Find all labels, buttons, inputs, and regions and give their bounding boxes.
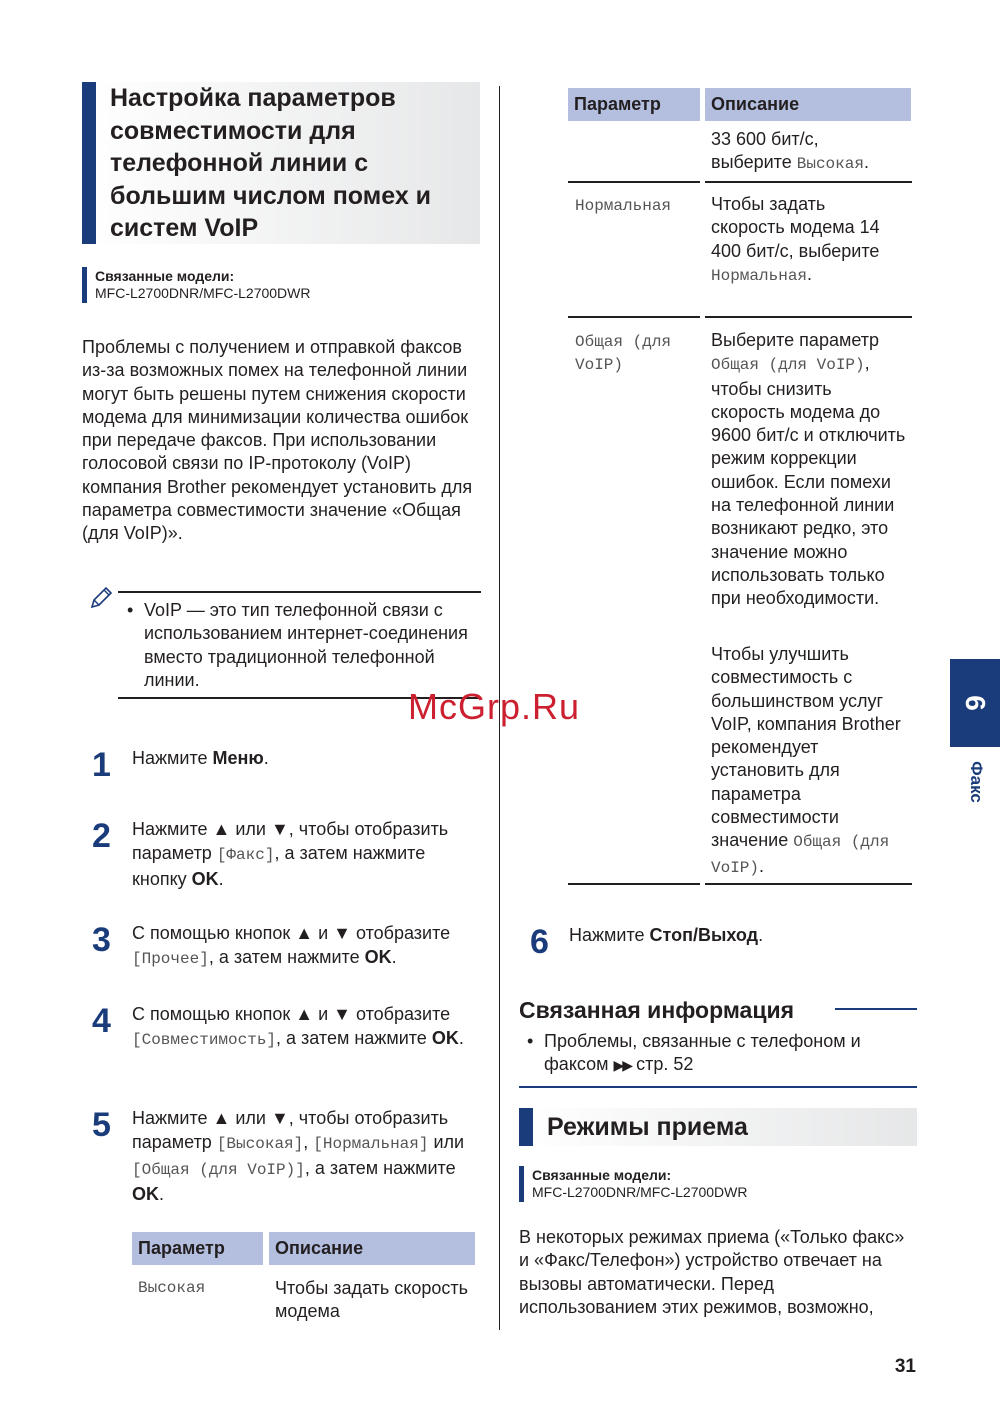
table-header-param: Параметр — [568, 88, 700, 121]
table-cell-desc: Выберите параметр Общая (для VoIP), чтобы снизить скорость модема до 9600 бит/с и отключить режим коррекции ошибок. Если помехи на телефонной линии возникают редко, это значение можно использовать только при необходимости. — [711, 330, 906, 609]
table-cell-desc: Чтобы задать скорость модема — [275, 1278, 469, 1322]
models-value: MFC-L2700DNR/MFC-L2700DWR — [95, 285, 311, 301]
table-row-line — [705, 316, 912, 318]
models-label: Связанные модели: — [532, 1167, 672, 1183]
note-text: VoIP — это тип телефонной связи с использованием интернет-соединения вместо традиционной телефонной линии. — [144, 600, 468, 690]
step-number: 3 — [92, 921, 111, 959]
table-row-line — [705, 181, 912, 183]
step-number: 5 — [92, 1106, 111, 1144]
chapter-number: 6 — [959, 695, 991, 711]
step-number: 4 — [92, 1002, 111, 1040]
table-cell-param: Нормальная — [575, 197, 672, 215]
table-cell-desc: Чтобы задать скорость модема 14 400 бит/с, выберите Нормальная. — [711, 194, 880, 285]
page-title: Настройка параметров совместимости для телефонной линии с большим числом помех и систем VoIP — [110, 84, 432, 242]
models-accent-bar — [82, 267, 87, 303]
step-6-text: Нажмите Стоп/Выход. — [569, 925, 764, 945]
section-paragraph: В некоторых режимах приема («Только факс» и «Факс/Телефон») устройство отвечает на вызовы автоматически. Перед использованием этих режимов, возможно, — [519, 1227, 905, 1317]
watermark: McGrp.Ru — [408, 686, 581, 727]
related-info-rule — [835, 1008, 917, 1010]
step-3-text: С помощью кнопок ▲ и ▼ отобразите [Прочее], а затем нажмите OK. — [132, 923, 451, 968]
double-arrow-icon: ▶▶ — [613, 1057, 632, 1074]
table-cell-desc-p2: Чтобы улучшить совместимость с большинством услуг VoIP, компания Brother рекомендует установить для параметра совместимости значение Общая (для VoIP). — [711, 644, 901, 877]
table-cell-param: Общая (для VoIP) — [575, 333, 672, 375]
table-row-line — [568, 181, 700, 183]
table-row-line — [705, 883, 912, 885]
step-number: 2 — [92, 817, 111, 855]
step-1-text: Нажмите Меню. — [132, 748, 269, 768]
table-row-line — [568, 883, 700, 885]
section-title: Режимы приема — [547, 1113, 748, 1141]
step-5-text: Нажмите ▲ или ▼, чтобы отобразить параметр [Высокая], [Нормальная] или [Общая (для VoIP)], а затем нажмите OK. — [132, 1108, 465, 1204]
section-accent-bar — [519, 1108, 533, 1146]
related-info-bottom-rule — [519, 1086, 917, 1088]
related-info-title: Связанная информация — [519, 997, 795, 1023]
note-top-line — [118, 591, 481, 593]
chapter-label: Факс — [967, 761, 987, 803]
step-4-text: С помощью кнопок ▲ и ▼ отобразите [Совместимость], а затем нажмите OK. — [132, 1004, 464, 1049]
table-row-line — [568, 316, 700, 318]
title-accent-bar — [82, 82, 96, 244]
table-header-desc: Описание — [705, 88, 911, 121]
pencil-icon — [88, 585, 114, 611]
page-number: 31 — [894, 1356, 916, 1377]
step-number: 1 — [92, 746, 111, 784]
table-header-desc: Описание — [269, 1232, 475, 1265]
note-bullet: • — [127, 600, 134, 620]
table-header-param: Параметр — [132, 1232, 263, 1265]
table-cell-desc: 33 600 бит/с, выберите Высокая. — [711, 129, 869, 174]
models-accent-bar — [519, 1166, 524, 1202]
related-link[interactable]: Проблемы, связанные с телефоном и факсом ▶▶ стр. 52 — [544, 1031, 861, 1075]
step-2-text: Нажмите ▲ или ▼, чтобы отобразить параметр [Факс], а затем нажмите кнопку OK. — [132, 819, 449, 889]
related-bullet: • — [527, 1031, 534, 1051]
models-label: Связанные модели: — [95, 268, 235, 284]
step-number: 6 — [530, 923, 549, 961]
table-cell-param: Высокая — [138, 1279, 206, 1297]
models-value: MFC-L2700DNR/MFC-L2700DWR — [532, 1184, 748, 1200]
intro-paragraph: Проблемы с получением и отправкой факсов из-за возможных помех на телефонной линии могут быть решены путем снижения скорости модема для минимизации количества ошибок при передаче факсов. При использовании голосовой связи по IP-протоколу (VoIP) компания Brother рекомендует установить для параметра совместимости значение «Общая (для VoIP)». — [82, 337, 473, 544]
